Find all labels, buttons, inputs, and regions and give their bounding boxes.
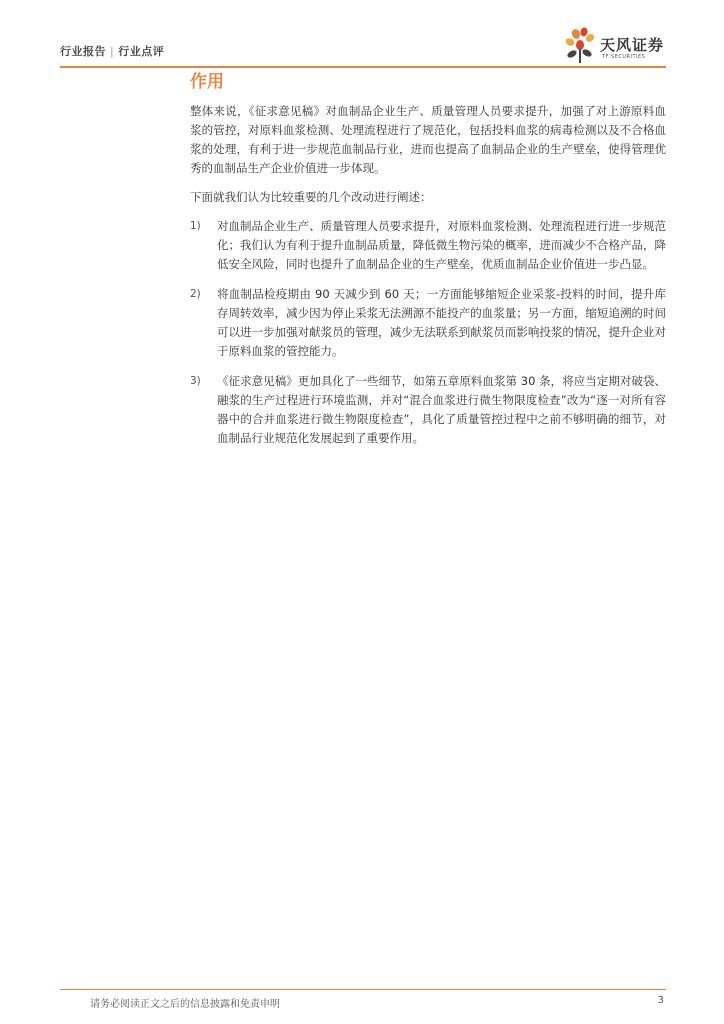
logo-name: 天风证券 [600,36,665,54]
subcategory-label: 行业点评 [118,45,165,58]
list-item [190,285,666,361]
category-separator: | [110,45,115,58]
lead-paragraph: 下面就我们认为比较重要的几个改动进行阐述： [190,190,432,204]
report-category [60,43,164,59]
page-header [60,38,666,66]
list-text: 《征求意见稿》更加具化了一些细节，如第五章原料血浆第 30 条，将应当定期对破袋、融浆的生产过程进行环境监测，并对“混合血浆进行微生物限度检查”改为“逐一对所有容器中的合并血浆进行微生物限度检查”，具化了质量管控过程中之前不够明确的细节，对血制品行业规范化发展起到了重要作用。 [217,374,666,445]
list-text: 将血制品检疫期由 90 天减少到 60 天；一方面能够缩短企业采浆-投料的时间，提升库存周转效率，减少因为停止采浆无法溯源不能投产的血浆量；另一方面，缩短追溯的时间可以进一步加强对献浆员的管理，减少无法联系到献浆员而影响投浆的情况，提升企业对于原料血浆的管控能力。 [217,287,666,358]
page-number: 3 [657,995,664,1006]
intro-paragraph: 整体来说，《征求意见稿》对血制品企业生产、质量管理人员要求提升，加强了对上游原料血浆的管控，对原料血浆检测、处理流程进行了规范化，包括投料血浆的病毒检测以及不合格血浆的处理，有利于进一步规范血制品行业，进而也提高了血制品企业的生产壁垒，使得管理优秀的血制品生产企业价值进一步体现。 [190,104,666,175]
flower-logo-icon [562,26,602,66]
footer-divider [60,989,666,990]
list-number: 1) [190,220,201,232]
list-item [190,372,666,448]
footer-disclaimer: 请务必阅读正文之后的信息披露和免责申明 [90,999,280,1010]
category-label: 行业报告 [60,45,106,58]
section-title: 作用 [190,72,224,92]
list-item [190,217,666,274]
main-content [190,70,666,459]
company-logo [562,22,666,66]
list-number: 2) [190,288,201,300]
logo-subtitle: TF SECURITIES [602,54,646,60]
list-number: 3) [190,375,201,387]
header-divider [60,66,666,68]
list-text: 对血制品企业生产、质量管理人员要求提升，对原料血浆检测、处理流程进行进一步规范化；我们认为有利于提升血制品质量，降低微生物污染的概率，进而减少不合格产品，降低安全风险，同时也提升了血制品企业的生产壁垒，优质血制品企业价值进一步凸显。 [217,219,666,271]
